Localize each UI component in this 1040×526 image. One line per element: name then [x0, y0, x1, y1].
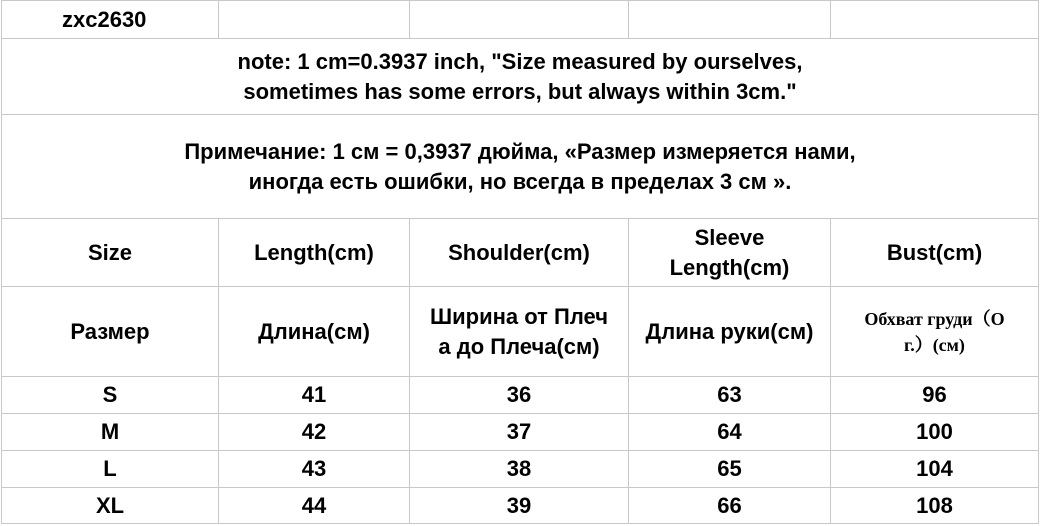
note-ru-line-1: Примечание: 1 см = 0,3937 дюйма, «Размер измеряется нами, [184, 138, 856, 164]
cell-bust: 104 [831, 451, 1039, 488]
header-bust: Bust(cm) [831, 219, 1039, 287]
empty-cell [831, 1, 1039, 39]
header-length: Length(cm) [219, 219, 410, 287]
header-size-ru: Размер [2, 287, 219, 377]
cell-shoulder: 37 [410, 414, 629, 451]
header-sleeve-line-2: Length(cm) [669, 254, 790, 280]
header-shoulder-ru-line-1: Ширина от Плеч [430, 303, 608, 329]
table-row [2, 451, 1039, 488]
cell-size: S [2, 377, 219, 414]
header-sleeve-line-1: Sleeve [694, 224, 765, 250]
size-chart-table [1, 0, 1039, 524]
cell-bust: 100 [831, 414, 1039, 451]
table-row [2, 377, 1039, 414]
empty-cell [629, 1, 831, 39]
cell-length: 44 [219, 488, 410, 524]
cell-size: L [2, 451, 219, 488]
cell-length: 42 [219, 414, 410, 451]
cell-sleeve: 65 [629, 451, 831, 488]
note-russian [2, 115, 1039, 219]
header-row-en [2, 219, 1039, 287]
header-size: Size [2, 219, 219, 287]
cell-shoulder: 38 [410, 451, 629, 488]
cell-length: 43 [219, 451, 410, 488]
header-bust-ru [831, 287, 1039, 377]
header-shoulder-ru [410, 287, 629, 377]
note-en-row [2, 39, 1039, 115]
note-en-line-1: note: 1 cm=0.3937 inch, "Size measured by ourselves, [237, 48, 803, 74]
header-sleeve [629, 219, 831, 287]
note-en-line-2: sometimes has some errors, but always within 3cm." [243, 78, 797, 104]
table-row [2, 414, 1039, 451]
header-bust-ru-line-2: г.）(см) [904, 334, 965, 355]
cell-bust: 108 [831, 488, 1039, 524]
cell-size: M [2, 414, 219, 451]
cell-sleeve: 66 [629, 488, 831, 524]
product-code: zxc2630 [2, 1, 219, 39]
cell-shoulder: 39 [410, 488, 629, 524]
cell-bust: 96 [831, 377, 1039, 414]
code-row [2, 1, 1039, 39]
header-length-ru: Длина(см) [219, 287, 410, 377]
header-shoulder: Shoulder(cm) [410, 219, 629, 287]
cell-shoulder: 36 [410, 377, 629, 414]
note-ru-row [2, 115, 1039, 219]
note-ru-line-2: иногда есть ошибки, но всегда в пределах 3 см ». [248, 168, 792, 194]
cell-sleeve: 64 [629, 414, 831, 451]
note-english [2, 39, 1039, 115]
header-row-ru [2, 287, 1039, 377]
header-bust-ru-line-1: Обхват груди（О [864, 308, 1005, 329]
table-row [2, 488, 1039, 524]
header-shoulder-ru-line-2: а до Плеча(см) [438, 333, 600, 359]
cell-size: XL [2, 488, 219, 524]
cell-length: 41 [219, 377, 410, 414]
empty-cell [219, 1, 410, 39]
cell-sleeve: 63 [629, 377, 831, 414]
header-sleeve-ru: Длина руки(см) [629, 287, 831, 377]
empty-cell [410, 1, 629, 39]
